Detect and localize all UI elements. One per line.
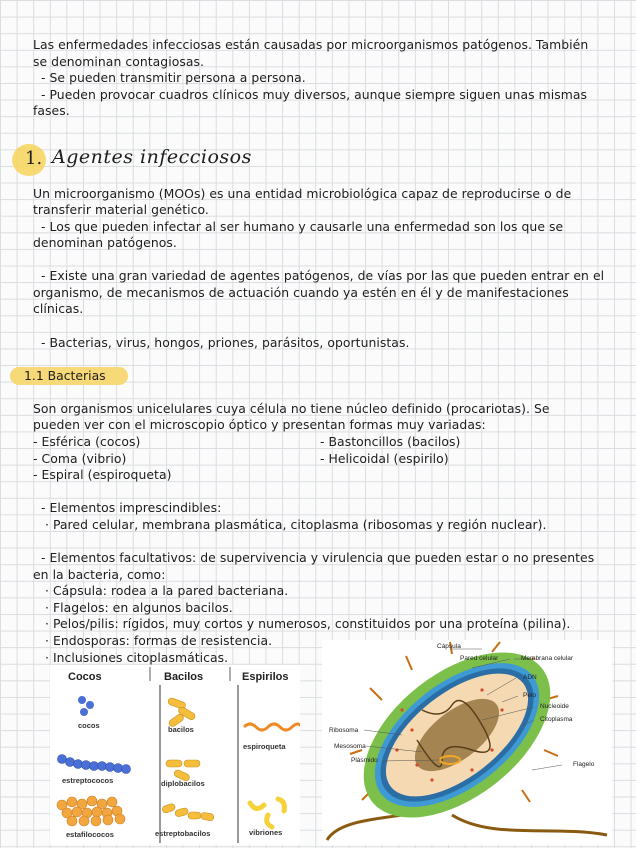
shape-label-espiroqueta: espiroqueta <box>243 742 286 751</box>
cell-label-pared: Pared celular <box>460 655 499 662</box>
paragraph-line: pueden ver con el microscopio óptico y presentan formas muy variadas: <box>33 417 486 432</box>
paragraph-line: Son organismos unicelulares cuya célula no tiene núcleo definido (procariotas). Se <box>33 401 550 416</box>
paragraph-line: organismo, de mecanismos de actuación cuando ya estén en él y de manifestaciones <box>33 285 569 300</box>
shape-label-cocos: cocos <box>78 721 100 730</box>
shape-label-diplobacilos: diplobacilos <box>161 779 205 788</box>
cell-label-ribosoma: Ribosoma <box>329 727 359 734</box>
cell-label-nucleoide: Nucleoide <box>540 703 569 710</box>
column-label-bacilos: Bacilos <box>164 671 204 683</box>
cell-label-capsula: Cápsula <box>437 643 461 650</box>
shapes-drawing <box>50 665 300 845</box>
intro-line: se denominan contagiosas. <box>33 54 204 69</box>
section-title: Agentes infecciosos <box>52 146 252 168</box>
paragraph-line: · Inclusiones citoplasmáticas. <box>33 650 229 665</box>
intro-line: fases. <box>33 103 70 118</box>
form-item: - Espiral (espiroqueta) <box>33 467 172 482</box>
shape-label-vibriones: vibriones <box>249 828 283 837</box>
shape-label-estreptococos: estreptococos <box>62 776 114 785</box>
cell-label-mesosoma: Mesosoma <box>334 743 366 750</box>
paragraph-line: · Endosporas: formas de resistencia. <box>33 633 273 648</box>
column-label-espirilos: Espirilos <box>242 671 289 683</box>
intro-line: Las enfermedades infecciosas están causadas por microorganismos patógenos. También <box>33 37 589 52</box>
paragraph-line: en la bacteria, como: <box>33 567 166 582</box>
cell-label-plasmido: Plásmido <box>351 757 378 764</box>
intro-bullet: - Se pueden transmitir persona a persona. <box>33 70 306 85</box>
paragraph-line: · Cápsula: rodea a la pared bacteriana. <box>33 583 289 598</box>
column-label-cocos: Cocos <box>68 671 102 683</box>
cell-label-citoplasma: Citoplasma <box>540 716 573 723</box>
form-item: - Helicoidal (espirilo) <box>320 451 449 466</box>
paragraph-line: - Bacterias, virus, hongos, priones, parásitos, oportunistas. <box>33 335 410 350</box>
form-item: - Coma (vibrio) <box>33 451 127 466</box>
subsection-title: 1.1 Bacterias <box>24 368 106 383</box>
paragraph-line: - Elementos facultativos: de supervivencia y virulencia que pueden estar o no presentes <box>33 550 595 565</box>
paragraph-line: · Pelos/pilis: rígidos, muy cortos y numerosos, constituidos por una proteína (pilina). <box>33 616 571 631</box>
form-item: - Esférica (cocos) <box>33 434 141 449</box>
paragraph-line: - Existe una gran variedad de agentes patógenos, de vías por las que pueden entrar en el <box>33 268 605 283</box>
shape-label-bacilos: bacilos <box>168 725 194 734</box>
paragraph-line: clínicas. <box>33 301 84 316</box>
cell-label-pelo: Pelo <box>523 692 537 699</box>
paragraph-line: denominan patógenos. <box>33 235 177 250</box>
cell-label-flagelo: Flagelo <box>573 761 595 768</box>
paragraph-line: · Pared celular, membrana plasmática, citoplasma (ribosomas y región nuclear). <box>33 517 547 532</box>
cell-label-adn: ADN <box>523 674 537 681</box>
shape-label-estafilococos: estafilococos <box>66 830 114 839</box>
cell-label-membrana: Membrana celular <box>521 655 574 662</box>
form-item: - Bastoncillos (bacilos) <box>320 434 461 449</box>
paragraph-line: - Los que pueden infectar al ser humano y causarle una enfermedad son los que se <box>33 219 564 234</box>
shape-label-estreptobacilos: estreptobacilos <box>155 829 211 838</box>
paragraph-line: · Flagelos: en algunos bacilos. <box>33 600 233 615</box>
paragraph-line: transferir material genético. <box>33 202 209 217</box>
paragraph-line: Un microorganismo (MOOs) es una entidad microbiológica capaz de reproducirse o de <box>33 186 572 201</box>
section-number: 1. <box>25 148 43 169</box>
paragraph-line: - Elementos imprescindibles: <box>33 500 222 515</box>
intro-bullet: - Pueden provocar cuadros clínicos muy diversos, aunque siempre siguen unas mismas <box>33 87 587 102</box>
